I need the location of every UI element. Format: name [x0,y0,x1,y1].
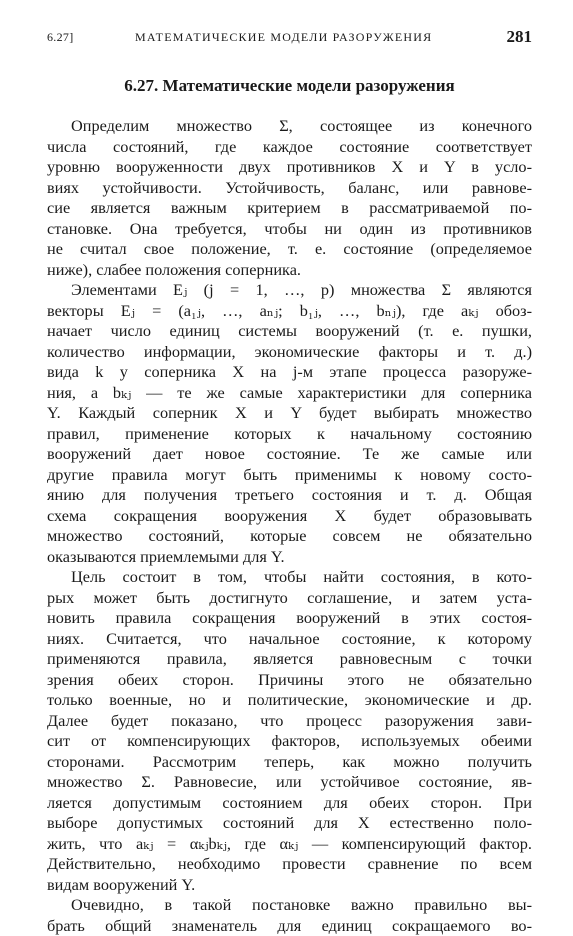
text-line: векторы Eⱼ = (a₁ⱼ, …, aₙⱼ; b₁ⱼ, …, bₙⱼ), где aₖⱼ обоз- [47,301,532,322]
text-line: только военные, но и политические, экономические и др. [47,690,532,711]
text-line: жить, что aₖⱼ = αₖⱼbₖⱼ, где αₖⱼ — компенсирующий фактор. [47,834,532,855]
body-text [47,116,532,936]
text-line: ляется допустимым состоянием для обеих сторон. При [47,793,532,814]
text-line: числа состояний, где каждое состояние соответствует [47,137,532,158]
text-line: начает число единиц системы вооружений (т. е. пушки, [47,321,532,342]
text-line: Цель состоит в том, чтобы найти состояния, в кото- [47,567,532,588]
text-line: Действительно, необходимо провести сравнение по всем [47,854,532,875]
page-number: 281 [507,27,533,47]
text-line: Y. Каждый соперник X и Y будет выбирать множество [47,403,532,424]
text-line: ниях. Считается, что начальное состояние, к которому [47,629,532,650]
text-line: множество состояний, которые совсем не обязательно [47,526,532,547]
text-line: новить правила сокращения вооружений в этих состоя- [47,608,532,629]
text-line: сие является важным критерием в рассматриваемой по- [47,198,532,219]
text-line: уровню вооруженности двух противников X и Y в усло- [47,157,532,178]
text-line: вида k у соперника X на j-м этапе процесса разоруже- [47,362,532,383]
text-line: оказываются приемлемыми для Y. [47,547,532,568]
text-line: множество Σ. Равновесие, или устойчивое состояние, яв- [47,772,532,793]
running-head-section: 6.27] [47,30,74,45]
text-line: схема сокращения вооружения X будет образовывать [47,506,532,527]
text-line: ниже), слабее положения соперника. [47,260,532,281]
text-line: видам вооружений Y. [47,875,532,896]
text-line: брать общий знаменатель для единиц сокращаемого во- [47,916,532,936]
text-line: применяются правила, является равновесным с точки [47,649,532,670]
text-line: рых может быть достигнуто соглашение, и затем уста- [47,588,532,609]
text-line: Далее будет показано, что процесс разоружения зави- [47,711,532,732]
text-line: становке. Она требуется, чтобы ни один из противников [47,219,532,240]
text-line: Очевидно, в такой постановке важно правильно вы- [47,895,532,916]
text-line: Элементами Eⱼ (j = 1, …, p) множества Σ являются [47,280,532,301]
text-line: другие правила могут быть применимы к новому состо- [47,465,532,486]
text-line: зрения обеих сторон. Причины этого не обязательно [47,670,532,691]
running-head-title: МАТЕМАТИЧЕСКИЕ МОДЕЛИ РАЗОРУЖЕНИЯ [135,30,495,45]
text-line: правил, применение которых к начальному состоянию [47,424,532,445]
text-line: выборе допустимых состояний для X естественно поло- [47,813,532,834]
text-line: сит от компенсирующих факторов, используемых обеими [47,731,532,752]
text-line: ния, а bₖⱼ — те же самые характеристики для соперника [47,383,532,404]
running-head [47,27,532,51]
text-line: не считал свое положение, т. е. состояние (определяемое [47,239,532,260]
text-line: виях устойчивости. Устойчивость, баланс, или равнове- [47,178,532,199]
text-line: Определим множество Σ, состоящее из конечного [47,116,532,137]
text-line: янию для получения третьего состояния и т. д. Общая [47,485,532,506]
text-line: вооружений дает новое состояние. Те же самые или [47,444,532,465]
text-line: сторонами. Рассмотрим теперь, как можно получить [47,752,532,773]
section-heading: 6.27. Математические модели разоружения [47,76,532,96]
text-line: количество информации, экономические факторы и т. д.) [47,342,532,363]
